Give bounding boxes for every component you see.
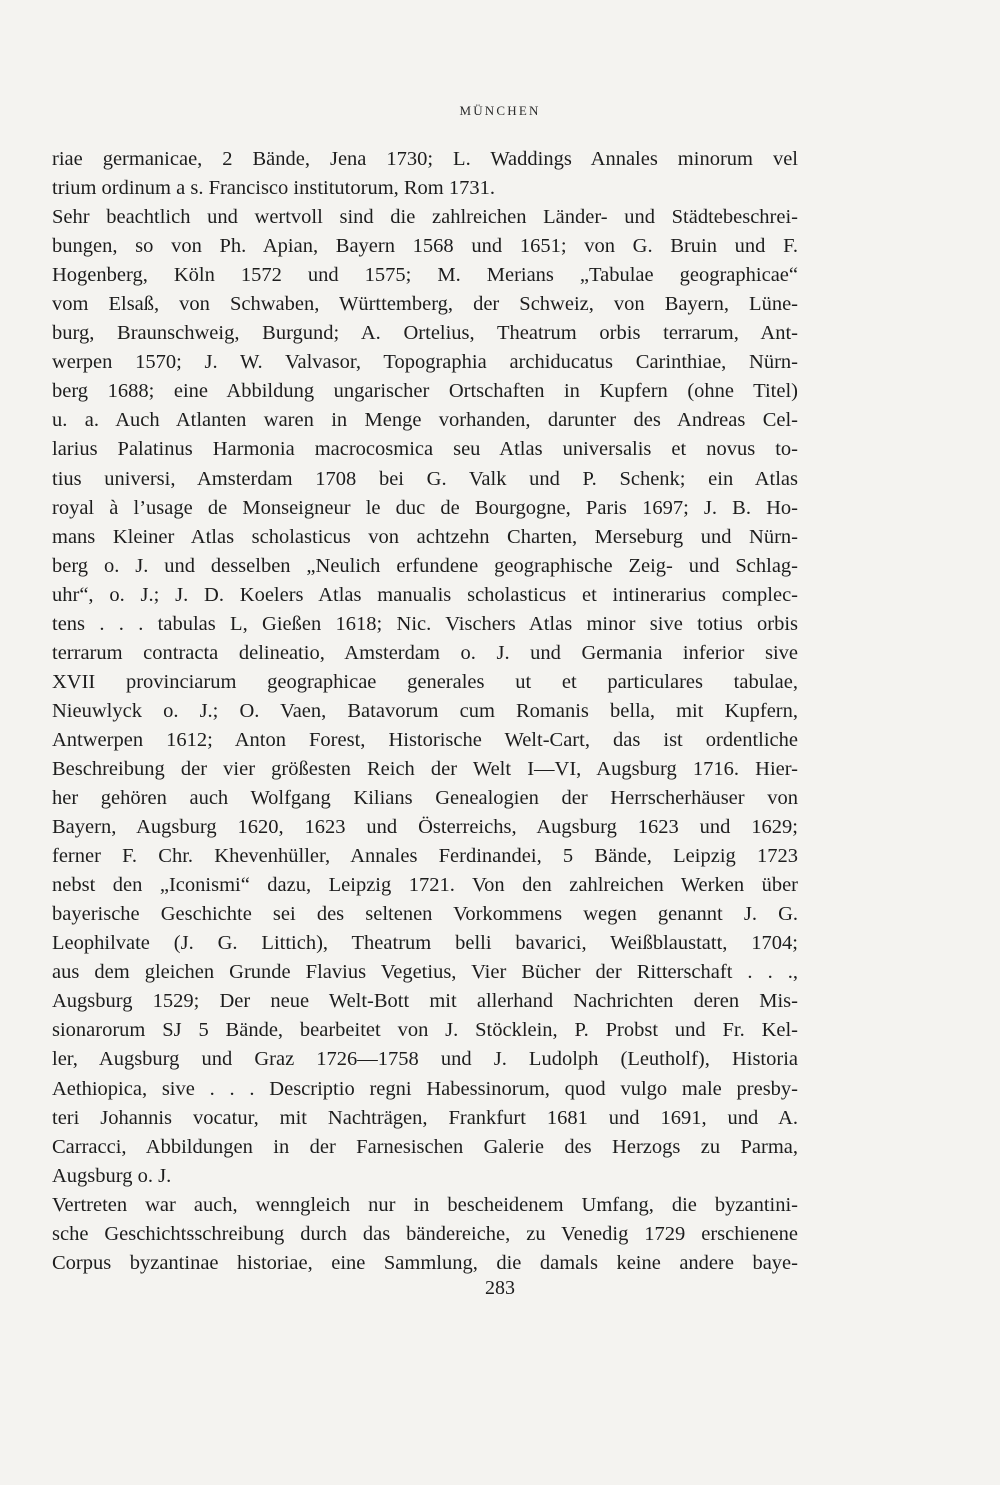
text-line: burg, Braunschweig, Burgund; A. Ortelius, Theatrum orbis terrarum, Ant- <box>52 322 798 345</box>
text-line: Hogenberg, Köln 1572 und 1575; M. Merians „Tabulae geographicae“ <box>52 264 798 287</box>
text-line: Bayern, Augsburg 1620, 1623 und Österreichs, Augsburg 1623 und 1629; <box>52 816 798 839</box>
text-line: u. a. Auch Atlanten waren in Menge vorhanden, darunter des Andreas Cel- <box>52 409 798 432</box>
text-line: XVII provinciarum geographicae generales ut et particulares tabulae, <box>52 670 798 693</box>
text-line: Corpus byzantinae historiae, eine Sammlung, die damals keine andere baye- <box>52 1251 798 1274</box>
text-line: Leophilvate (J. G. Littich), Theatrum belli bavarici, Weißblaustatt, 1704; <box>52 932 798 955</box>
text-line: vom Elsaß, von Schwaben, Württemberg, der Schweiz, von Bayern, Lüne- <box>52 293 798 316</box>
text-line: uhr“, o. J.; J. D. Koelers Atlas manualis scholasticus et intinerarius complec- <box>52 583 798 606</box>
text-line: Aethiopica, sive . . . Descriptio regni Habessinorum, quod vulgo male presby- <box>52 1077 798 1100</box>
text-line: bayerische Geschichte sei des seltenen Vorkommens wegen genannt J. G. <box>52 903 798 926</box>
text-line: ler, Augsburg und Graz 1726—1758 und J. Ludolph (Leutholf), Historia <box>52 1048 798 1071</box>
text-line: aus dem gleichen Grunde Flavius Vegetius, Vier Bücher der Ritterschaft . . ., <box>52 961 798 984</box>
text-line: nebst den „Iconismi“ dazu, Leipzig 1721. Von den zahlreichen Werken über <box>52 874 798 897</box>
text-line: riae germanicae, 2 Bände, Jena 1730; L. Waddings Annales minorum vel <box>52 148 798 170</box>
text-line: Nieuwlyck o. J.; O. Vaen, Batavorum cum Romanis bella, mit Kupfern, <box>52 699 798 722</box>
text-line: tius universi, Amsterdam 1708 bei G. Valk und P. Schenk; ein Atlas <box>52 467 798 490</box>
text-line: Carracci, Abbildungen in der Farnesischen Galerie des Herzogs zu Parma, <box>52 1135 798 1158</box>
text-line: her gehören auch Wolfgang Kilians Genealogien der Herrscherhäuser von <box>52 787 798 810</box>
text-line: terrarum contracta delineatio, Amsterdam o. J. und Germania inferior sive <box>52 641 798 664</box>
text-line: Beschreibung der vier größesten Reich der Welt I—VI, Augsburg 1716. Hier- <box>52 757 798 780</box>
text-line: larius Palatinus Harmonia macrocosmica seu Atlas universalis et novus to- <box>52 438 798 461</box>
text-line: sche Geschichtsschreibung durch das bändereiche, zu Venedig 1729 erschienene <box>52 1222 798 1245</box>
text-line: Sehr beachtlich und wertvoll sind die zahlreichen Länder- und Städtebeschrei- <box>52 206 798 229</box>
page-number: 283 <box>485 1277 515 1299</box>
text-line: Augsburg o. J. <box>52 1164 172 1187</box>
text-line: mans Kleiner Atlas scholasticus von achtzehn Charten, Merseburg und Nürn- <box>52 525 798 548</box>
text-line: trium ordinum a s. Francisco institutorum, Rom 1731. <box>52 177 496 200</box>
text-line: Augsburg 1529; Der neue Welt-Bott mit allerhand Nachrichten deren Mis- <box>52 990 798 1013</box>
text-line: ferner F. Chr. Khevenhüller, Annales Ferdinandei, 5 Bände, Leipzig 1723 <box>52 845 798 868</box>
text-line: sionarorum SJ 5 Bände, bearbeitet von J. Stöcklein, P. Probst und Fr. Kel- <box>52 1019 798 1042</box>
body-text <box>52 145 798 1278</box>
text-line: tens . . . tabulas L, Gießen 1618; Nic. Vischers Atlas minor sive totius orbis <box>52 612 798 635</box>
text-line: Vertreten war auch, wenngleich nur in bescheidenem Umfang, die byzantini- <box>52 1193 798 1216</box>
text-line: Antwerpen 1612; Anton Forest, Historische Welt-Cart, das ist ordentliche <box>52 728 798 751</box>
text-line: teri Johannis vocatur, mit Nachträgen, Frankfurt 1681 und 1691, und A. <box>52 1106 798 1129</box>
text-line: werpen 1570; J. W. Valvasor, Topographia archiducatus Carinthiae, Nürn- <box>52 351 798 374</box>
text-line: berg 1688; eine Abbildung ungarischer Ortschaften in Kupfern (ohne Titel) <box>52 380 798 403</box>
text-line: royal à l’usage de Monseigneur le duc de Bourgogne, Paris 1697; J. B. Ho- <box>52 496 798 519</box>
text-line: berg o. J. und desselben „Neulich erfundene geographische Zeig- und Schlag- <box>52 554 798 577</box>
text-line: bungen, so von Ph. Apian, Bayern 1568 und 1651; von G. Bruin und F. <box>52 235 798 258</box>
running-head: MÜNCHEN <box>459 103 541 118</box>
